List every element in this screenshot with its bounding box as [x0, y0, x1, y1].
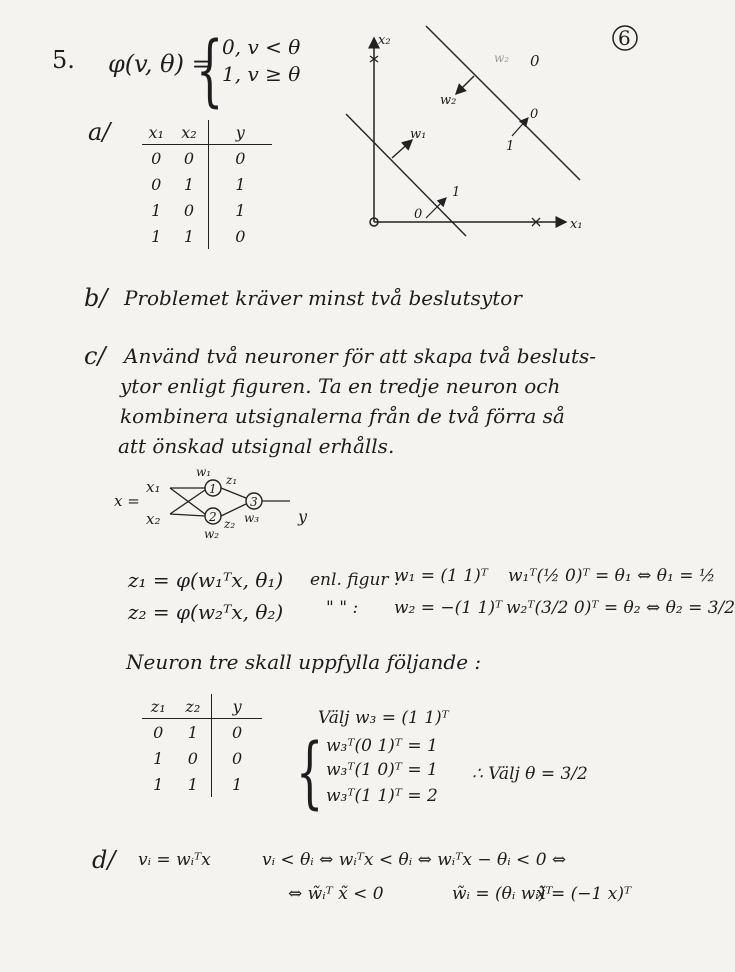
- activation-case-1: 0, v < θ: [222, 35, 301, 59]
- activation-case-2: 1, v ≥ θ: [222, 62, 301, 86]
- part-b-label: b/: [84, 284, 108, 312]
- edge: [221, 504, 246, 516]
- x-vector-label: x =: [114, 492, 140, 510]
- table-cell: 1: [153, 748, 164, 768]
- part-c-line: Använd två neuroner för att skapa två besluts-: [124, 344, 597, 368]
- table-cell: 0: [212, 719, 262, 746]
- table-cell: 1: [208, 197, 272, 223]
- check-row: w₃ᵀ(1 1)ᵀ = 2: [326, 786, 438, 806]
- w2-weight-label: w₂: [204, 527, 220, 541]
- neuron-3-label: 3: [250, 495, 258, 509]
- w2-definition: w₂ = −(1 1)ᵀ: [394, 598, 503, 618]
- table-cell: 0: [151, 148, 162, 168]
- v-definition: vᵢ = wᵢᵀx: [138, 850, 211, 870]
- activation-brace: {: [196, 26, 224, 116]
- point-label-zero-b: 0: [530, 107, 539, 122]
- point-label-zero-a: 0: [414, 207, 423, 222]
- figure-ref-1: enl. figur :: [310, 570, 400, 590]
- point-label-zero-c: 0: [530, 52, 540, 70]
- choose-w3: Välj w₃ = (1 1)ᵀ: [318, 708, 449, 728]
- table-cell: 1: [151, 226, 162, 246]
- x2-axis-label: x₂: [378, 33, 391, 48]
- point-label-one-a: 1: [452, 185, 461, 200]
- table-row: [142, 771, 262, 797]
- w3-weight-label: w₃: [244, 511, 260, 525]
- choose-theta: ∴ Välj θ = 3/2: [472, 764, 588, 784]
- neuron3-requirement: Neuron tre skall uppfylla följande :: [126, 650, 482, 674]
- neuron-2-label: 2: [209, 510, 217, 524]
- part-c-line: ytor enligt figuren. Ta en tredje neuron och: [120, 374, 561, 398]
- neuron-1-label: 1: [209, 482, 217, 496]
- z1-label: z₁: [226, 473, 238, 487]
- table-header: x₁: [142, 120, 170, 145]
- w2-faint-label: w₂: [494, 51, 510, 65]
- table-cell: 0: [208, 145, 272, 172]
- table-cell: 1: [183, 226, 195, 246]
- figure-ref-2: " " :: [326, 598, 359, 618]
- table-header: y: [212, 694, 262, 719]
- part-c-line: att önskad utsignal erhålls.: [118, 434, 395, 458]
- page-number: 6: [618, 26, 631, 50]
- table-cell: 1: [208, 171, 272, 197]
- activation-lhs: φ(v, θ) =: [108, 50, 212, 78]
- table-cell: 1: [153, 774, 164, 794]
- table-cell: 0: [208, 223, 272, 249]
- eq-z1: z₁ = φ(w₁ᵀx, θ₁): [128, 568, 284, 592]
- problem-number: 5.: [52, 46, 75, 74]
- edge: [221, 488, 246, 498]
- table-cell: 0: [212, 745, 262, 771]
- part-d-label: d/: [92, 846, 116, 874]
- y-output-label: y: [298, 507, 308, 526]
- x2-input-label: x₂: [146, 510, 161, 528]
- w2-label: w₂: [440, 93, 457, 108]
- w1-label: w₁: [410, 127, 427, 142]
- table-row: [142, 719, 262, 746]
- part-c-line: kombinera utsignalerna från de två förra så: [120, 404, 565, 428]
- point-label-one-b: 1: [506, 139, 515, 154]
- table-cell: 1: [187, 722, 198, 742]
- eq-z2: z₂ = φ(w₂ᵀx, θ₂): [128, 600, 284, 624]
- neuron3-truth-table: [142, 694, 262, 797]
- table-cell: 1: [187, 774, 198, 794]
- table-cell: 0: [153, 722, 164, 742]
- part-c-label: c/: [84, 342, 106, 370]
- derivation-line-1: vᵢ < θᵢ ⇔ wᵢᵀx < θᵢ ⇔ wᵢᵀx − θᵢ < 0 ⇔: [262, 850, 567, 870]
- table-cell: 1: [183, 174, 195, 194]
- table-cell: 1: [151, 200, 162, 220]
- table-cell: 0: [183, 148, 195, 168]
- checks-brace: {: [296, 728, 324, 818]
- table-cell: 0: [187, 748, 198, 768]
- table-header: z₂: [174, 694, 211, 719]
- x1-axis-label: x₁: [570, 217, 583, 232]
- table-cell: 0: [183, 200, 195, 220]
- part-b-text: Problemet kräver minst två beslutsytor: [124, 286, 522, 310]
- derivation-line-2: ⇔ w̃ᵢᵀ x̃ < 0: [288, 884, 384, 904]
- table-header: y: [208, 120, 272, 145]
- table-row: [142, 745, 262, 771]
- check-row: w₃ᵀ(0 1)ᵀ = 1: [326, 736, 438, 756]
- w1-definition: w₁ = (1 1)ᵀ: [394, 566, 488, 586]
- x1-input-label: x₁: [146, 478, 161, 496]
- check-row: w₃ᵀ(1 0)ᵀ = 1: [326, 760, 438, 780]
- x-tilde-definition: x̃ = (−1 x)ᵀ: [536, 884, 632, 904]
- table-header: x₂: [170, 120, 208, 145]
- edge: [170, 514, 205, 516]
- w2-condition: w₂ᵀ(3/2 0)ᵀ = θ₂ ⇔ θ₂ = 3/2: [506, 598, 735, 618]
- table-header: z₁: [142, 694, 174, 719]
- w1-weight-label: w₁: [196, 465, 212, 479]
- w1-condition: w₁ᵀ(½ 0)ᵀ = θ₁ ⇔ θ₁ = ½: [508, 566, 716, 586]
- table-cell: 0: [151, 174, 162, 194]
- table-cell: 1: [212, 771, 262, 797]
- part-a-label: a/: [88, 118, 111, 146]
- z2-label: z₂: [224, 517, 236, 531]
- w-tilde-definition: w̃ᵢ = (θᵢ wᵢ)ᵀ: [452, 884, 553, 904]
